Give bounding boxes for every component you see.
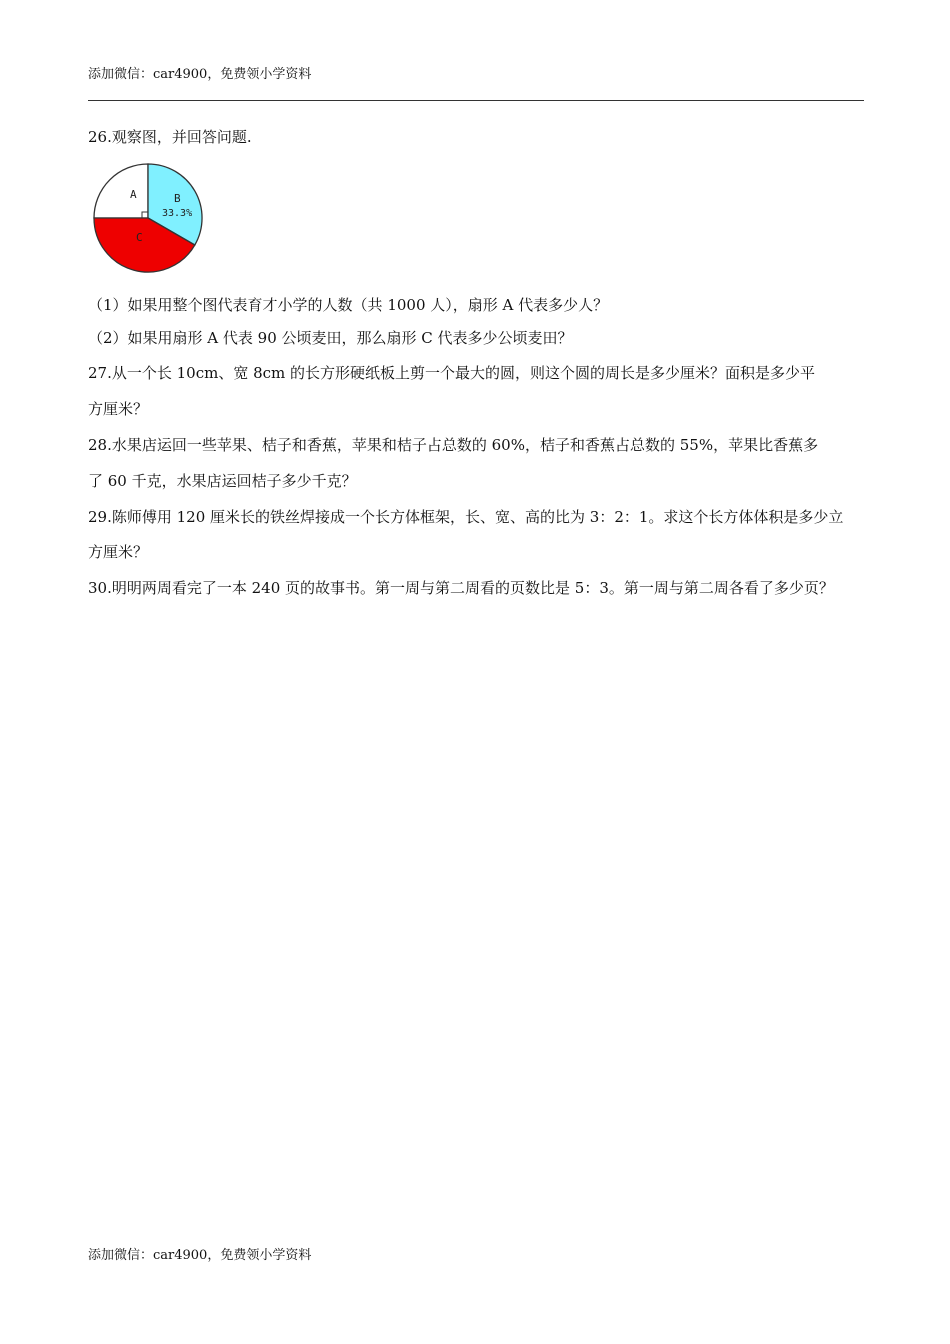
question-26-sub-1: （1）如果用整个图代表育才小学的人数（共 1000 人），扇形 A 代表多少人？ <box>88 296 609 314</box>
question-29-line-2: 方厘米？ <box>88 543 149 561</box>
question-29-line-1: 29.陈师傅用 120 厘米长的铁丝焊接成一个长方体框架，长、宽、高的比为 3：2：1。求这个长方体体积是多少立 <box>88 508 844 526</box>
pie-sector-a <box>94 164 148 218</box>
header-divider <box>88 100 864 101</box>
pie-label-a: A <box>130 188 137 201</box>
pie-chart-svg <box>90 160 210 276</box>
pie-chart-figure <box>90 160 210 276</box>
pie-label-b: B <box>174 192 181 205</box>
question-28-line-1: 28.水果店运回一些苹果、桔子和香蕉，苹果和桔子占总数的 60%，桔子和香蕉占总数的 55%，苹果比香蕉多 <box>88 436 819 454</box>
question-27-line-1: 27.从一个长 10cm、宽 8cm 的长方形硬纸板上剪一个最大的圆，则这个圆的周长是多少厘米？面积是多少平 <box>88 364 816 382</box>
page-footer-text: 添加微信：car4900，免费领小学资料 <box>88 1248 312 1263</box>
question-26-title: 26.观察图，并回答问题. <box>88 128 252 146</box>
pie-label-b-percent: 33.3% <box>162 208 193 219</box>
question-27-line-2: 方厘米？ <box>88 400 149 418</box>
question-30-line-1: 30.明明两周看完了一本 240 页的故事书。第一周与第二周看的页数比是 5：3。第一周与第二周各看了多少页？ <box>88 579 834 597</box>
pie-label-c: C <box>136 231 143 244</box>
page-header-text: 添加微信：car4900，免费领小学资料 <box>88 67 312 82</box>
question-28-line-2: 了 60 千克，水果店运回桔子多少千克？ <box>88 472 357 490</box>
question-26-sub-2: （2）如果用扇形 A 代表 90 公顷麦田，那么扇形 C 代表多少公顷麦田？ <box>88 329 573 347</box>
